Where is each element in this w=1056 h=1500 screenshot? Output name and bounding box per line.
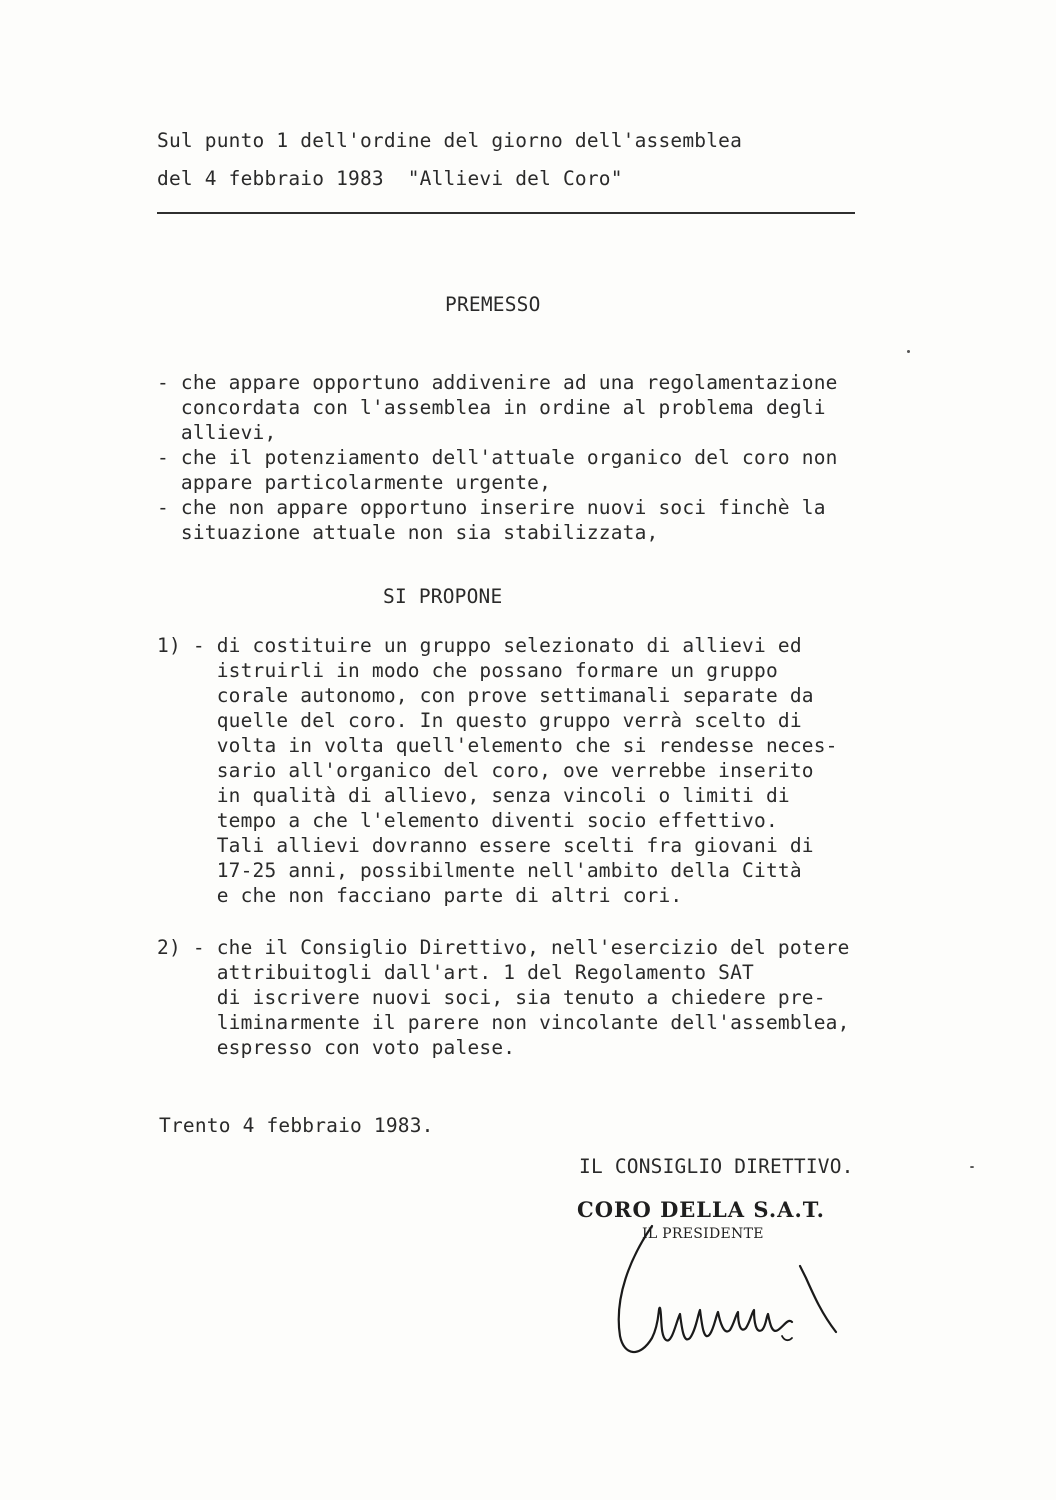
stamp-role: IL PRESIDENTE (642, 1226, 764, 1242)
header-line-2: del 4 febbraio 1983 "Allievi del Coro" (157, 167, 623, 190)
point1-line: tempo a che l'elemento diventi socio effettivo. (157, 809, 778, 832)
place-date: Trento 4 febbraio 1983. (159, 1114, 434, 1137)
point1-line: istruirli in modo che possano formare un gruppo (157, 659, 778, 682)
signature-icon (600, 1218, 840, 1368)
point1-line: Tali allievi dovranno essere scelti fra giovani di (157, 834, 814, 857)
premesso-line: appare particolarmente urgente, (157, 471, 552, 494)
premesso-line: situazione attuale non sia stabilizzata, (157, 521, 659, 544)
point1-line: corale autonomo, con prove settimanali separate da (157, 684, 814, 707)
point2-line: di iscrivere nuovi soci, sia tenuto a chiedere pre- (157, 986, 826, 1009)
council-signatory: IL CONSIGLIO DIRETTIVO. (579, 1155, 854, 1178)
paper-speck (907, 350, 910, 353)
premesso-line: - che non appare opportuno inserire nuovi soci finchè la (157, 496, 826, 519)
point1-line: 1) - di costituire un gruppo selezionato di allievi ed (157, 634, 802, 657)
point1-line: volta in volta quell'elemento che si rendesse neces- (157, 734, 838, 757)
header-line-1: Sul punto 1 dell'ordine del giorno dell'assemblea (157, 129, 743, 152)
premesso-line: - che il potenziamento dell'attuale organico del coro non (157, 446, 838, 469)
point2-line: attribuitogli dall'art. 1 del Regolamento SAT (157, 961, 754, 984)
premesso-title: PREMESSO (445, 293, 541, 316)
header-divider (157, 212, 855, 214)
proposta-title: SI PROPONE (383, 585, 503, 608)
point1-line: in qualità di allievo, senza vincoli o limiti di (157, 784, 790, 807)
premesso-line: allievi, (157, 421, 277, 444)
stamp-name: CORO DELLA S.A.T. (577, 1197, 825, 1222)
point2-line: liminarmente il parere non vincolante dell'assemblea, (157, 1011, 850, 1034)
point1-line: 17-25 anni, possibilmente nell'ambito della Città (157, 859, 802, 882)
point1-line: quelle del coro. In questo gruppo verrà scelto di (157, 709, 802, 732)
point2-line: espresso con voto palese. (157, 1036, 516, 1059)
point1-line: e che non facciano parte di altri cori. (157, 884, 683, 907)
point2-line: 2) - che il Consiglio Direttivo, nell'esercizio del potere (157, 936, 850, 959)
premesso-line: concordata con l'assemblea in ordine al problema degli (157, 396, 826, 419)
paper-speck (970, 1166, 974, 1168)
point1-line: sario all'organico del coro, ove verrebbe inserito (157, 759, 814, 782)
premesso-line: - che appare opportuno addivenire ad una regolamentazione (157, 371, 838, 394)
